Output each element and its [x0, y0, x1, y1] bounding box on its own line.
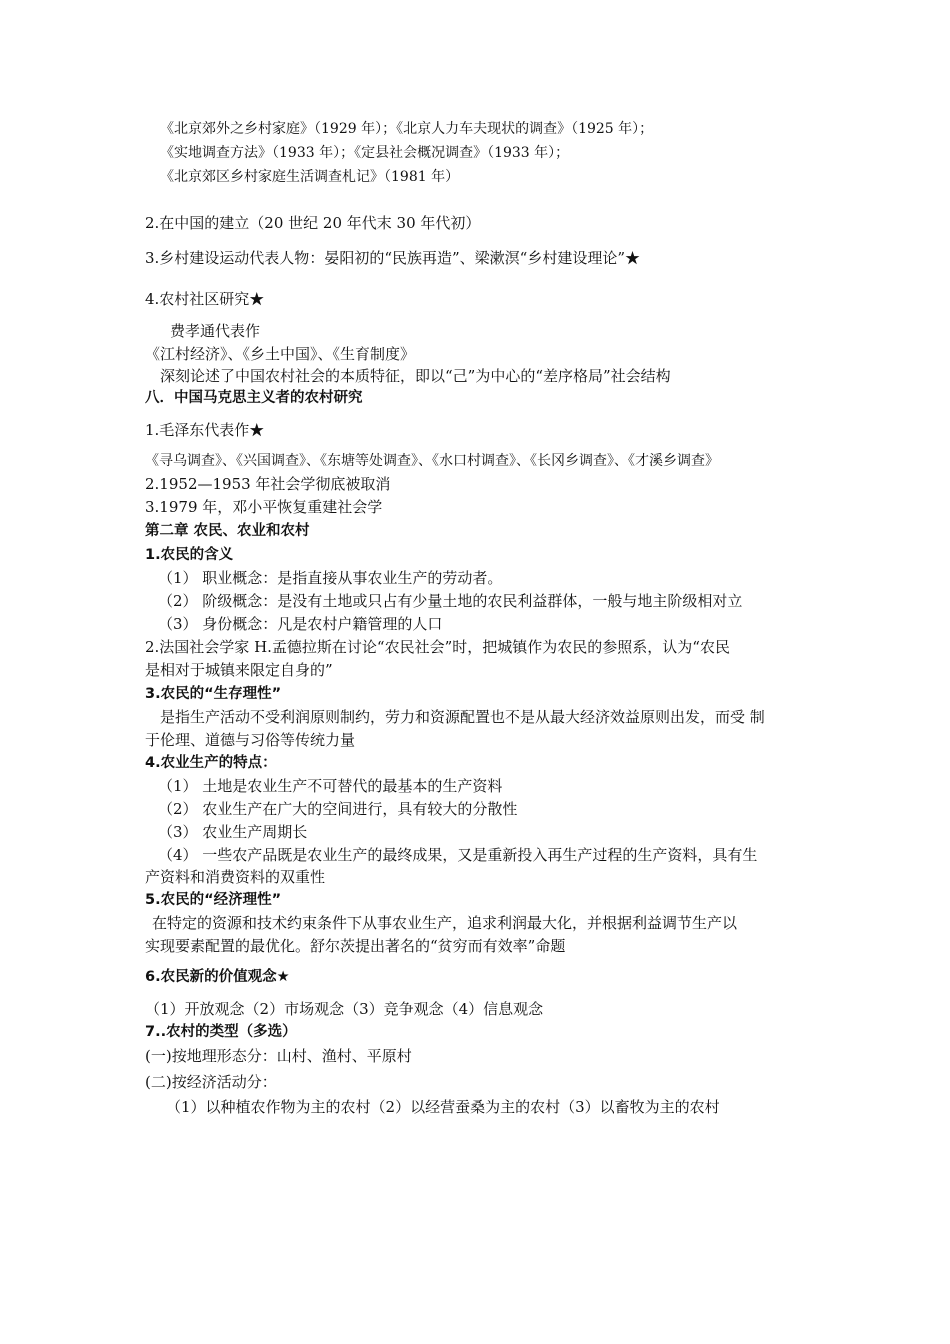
agri-feature-2: （2） 农业生产在广大的空间进行，具有较大的分散性: [158, 800, 518, 818]
new-values-list: （1）开放观念（2）市场观念（3）竞争观念（4）信息观念: [145, 1000, 544, 1018]
agri-feature-4-line-1: （4） 一些农产品既是农业生产的最终成果，又是重新投入再生产过程的生产资料，具有生: [158, 846, 758, 864]
mao-works: 《寻乌调查》、《兴国调查》、《东塘等处调查》、《水口村调查》、《长冈乡调查》、《才溪乡调查》: [145, 453, 719, 469]
section8-heading: 八．中国马克思主义者的农村研究: [145, 390, 363, 406]
books-line-2: 《实地调查方法》（1933 年）；《定县社会概况调查》（1933 年）；: [160, 145, 570, 161]
agri-feature-1: （1） 土地是农业生产不可替代的最基本的生产资料: [158, 777, 503, 795]
fei-description: 深刻论述了中国农村社会的本质特征，即以“己”为中心的“差序格局”社会结构: [160, 367, 671, 385]
survival-line-2: 于伦理、道德与习俗等传统力量: [145, 731, 356, 749]
meaning-identity: （3） 身份概念：凡是农村户籍管理的人口: [158, 615, 443, 633]
sociology-abolished: 2.1952—1953 年社会学彻底被取消: [145, 475, 391, 493]
village-types-heading: 7..农村的类型（多选）: [145, 1024, 297, 1040]
mendras-line-2: 是相对于城镇来限定自身的”: [145, 661, 333, 679]
economic-line-1: 在特定的资源和技术约束条件下从事农业生产，追求利润最大化，并根据利益调节生产以: [152, 914, 738, 932]
item3-rural-movement: 3.乡村建设运动代表人物：晏阳初的“民族再造”、梁漱溟“乡村建设理论”★: [145, 249, 640, 267]
fei-works: 《江村经济》、《乡土中国》、《生育制度》: [145, 345, 416, 363]
village-types-economic-list: （1）以种植农作物为主的农村（2）以经营蚕桑为主的农村（3）以畜牧为主的农村: [166, 1098, 720, 1116]
survival-line-1: 是指生产活动不受利润原则制约，劳力和资源配置也不是从最大经济效益原则出发，而受 制: [160, 708, 765, 726]
item2-established: 2.在中国的建立（20 世纪 20 年代末 30 年代初）: [145, 214, 481, 232]
meaning-class: （2） 阶级概念：是没有土地或只占有少量土地的农民利益群体，一般与地主阶级相对立: [158, 592, 743, 610]
item4-rural-community: 4.农村社区研究★: [145, 290, 265, 308]
new-values-heading: 6.农民新的价值观念★: [145, 969, 290, 985]
agriculture-features-heading: 4.农业生产的特点：: [145, 755, 277, 771]
agri-feature-4-line-2: 产资料和消费资料的双重性: [145, 868, 326, 886]
agri-feature-3: （3） 农业生产周期长: [158, 823, 308, 841]
mao-heading: 1.毛泽东代表作★: [145, 421, 265, 439]
books-line-3: 《北京郊区乡村家庭生活调查札记》（1981 年）: [160, 169, 460, 185]
village-types-geographic: (一)按地理形态分：山村、渔村、平原村: [145, 1047, 412, 1065]
mendras-line-1: 2.法国社会学家 H.孟德拉斯在讨论“农民社会”时，把城镇作为农民的参照系，认为“农民: [145, 638, 730, 656]
books-line-1: 《北京郊外之乡村家庭》（1929 年）；《北京人力车夫现状的调查》（1925 年）；: [160, 121, 654, 137]
village-types-economic: (二)按经济活动分：: [145, 1073, 277, 1091]
survival-rationality-heading: 3.农民的“生存理性”: [145, 686, 282, 702]
economic-rationality-heading: 5.农民的“经济理性”: [145, 892, 282, 908]
meaning-occupational: （1） 职业概念：是指直接从事农业生产的劳动者。: [158, 569, 503, 587]
sociology-restored: 3.1979 年，邓小平恢复重建社会学: [145, 498, 383, 516]
economic-line-2: 实现要素配置的最优化。舒尔茨提出著名的“贫穷而有效率”命题: [145, 937, 566, 955]
fei-works-title: 费孝通代表作: [170, 322, 261, 340]
peasant-meaning-heading: 1.农民的含义: [145, 547, 234, 563]
chapter2-heading: 第二章 农民、农业和农村: [145, 523, 310, 539]
